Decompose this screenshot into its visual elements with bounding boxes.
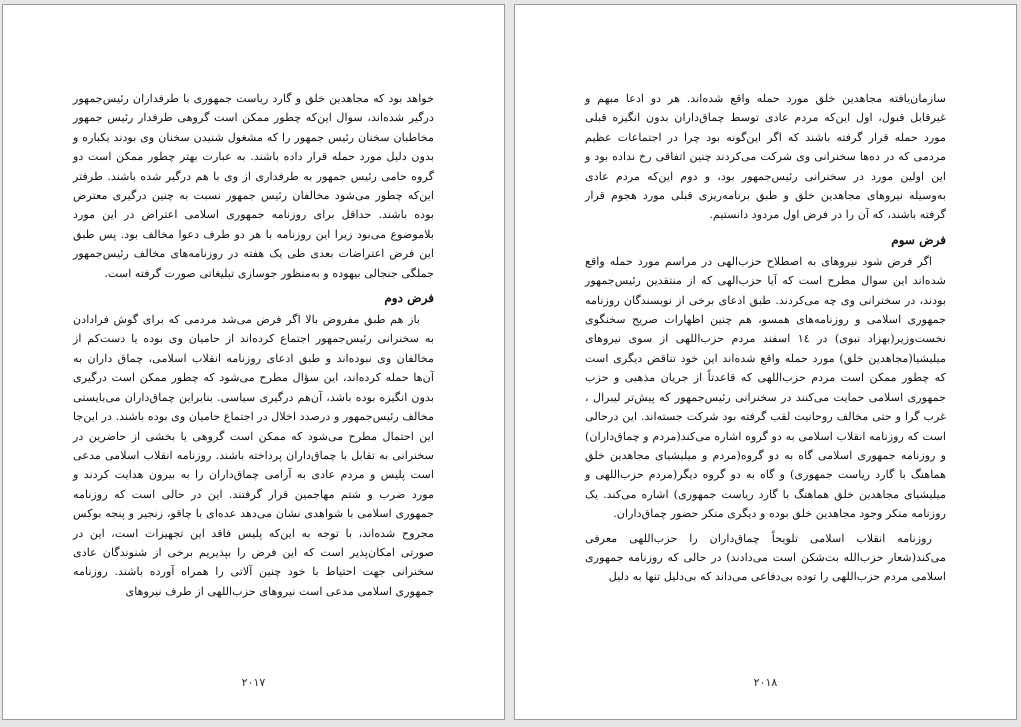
page-right (514, 4, 1017, 720)
paragraph: اگر فرض شود نیروهای به اصطلاح حزب‌الهی در مراسم مورد حمله واقع شده‌اند این سوال مطرح است که آیا حزب‌الهی که از منتقدین رئیس‌جمهور بودند، در سخنرانی وی چه می‌کردند. طبق ادعای برخی از نویسندگان روزنامه جمهوری اسلامی و روزنامه‌های همسو، هم چنین اظهارات صریح سخنگوی نخست‌وزیر(بهزاد نبوی) در ١٤ اسفند مردم حزب‌اللهی از سوی نیروهای میلیشیا(مجاهدین خلق) مورد حمله واقع شده‌اند این خود تناقض دیگری است که چطور ممکن است مردم حزب‌اللهی که قاعدتاً از جریان مذهبی و حزب جمهوری اسلامی حمایت می‌کنند در سخنرانی رئیس‌جمهور که پیش‌تر لیبرال ، غرب گرا و حتی مخالف روحانیت لقب گرفته بود شرکت جسته‌اند. این درحالی است که روزنامه انقلاب اسلامی به دو گروه اشاره می‌کند(مردم و چماق‌داران) و روزنامه جمهوری اسلامی گاه به دو گروه(مردم و میلیشیای مجاهدین خلق هماهنگ با گارد ریاست جمهوری) و گاه به دو گروه دیگر(مردم حزب‌اللهی و میلیشیای مجاهدین خلق هماهنگ با گارد ریاست جمهوری) اشاره می‌کند. یک روزنامه منکر وجود مجاهدین خلق بوده و دیگری منکر حضور چماق‌داران. (585, 254, 946, 521)
section-heading: فرض سوم (891, 232, 946, 247)
page-number: ۲۰۱۸ (753, 676, 778, 689)
paragraph: روزنامه انقلاب اسلامی تلویحاً چماق‌داران را حزب‌اللهی معرفی می‌کند(شعار حزب‌الله بت‌شکن است می‌دادند) در حالی که روزنامه جمهوری اسلامی مردم حزب‌اللهی را توده بی‌دفاعی می‌داند که بی‌دلیل تنها به دلیل (585, 531, 946, 584)
section-heading: فرض دوم (384, 291, 434, 306)
paragraph: خواهد بود که مجاهدین خلق و گارد ریاست جمهوری با طرفداران رئیس‌جمهور درگیر شده‌اند، سوال این‌که چطور ممکن است گروهی طرفدار رئیس جمهور مخاطبان سخنان رئیس جمهور را که مشغول شنیدن سخنان وی بودند یکباره و بدون دلیل مورد حمله قرار داده باشند. به عبارت بهتر چطور ممکن است دو گروه حامی رئیس جمهور به طرفداری از وی با هم درگیر شده باشند. طرفتر این‌که چطور می‌شود مخالفان رئیس جمهور نسبت به چنین درگیری معترض بوده باشند. حداقل برای روزنامه جمهوری اسلامی اعتراض در این مورد بلاموضوع می‌بود زیرا این روزنامه با هر دو طرف دعوا مخالف بود. پس طبق این فرض اعتراضات بعدی طی یک هفته در روزنامه‌های مخالف رئیس‌جمهور جملگی جنجالی بیهوده و به‌منظور جوسازی تبلیغاتی صورت گرفته است. (73, 92, 434, 280)
page-number: ۲۰۱۷ (241, 676, 266, 689)
page-left-text (73, 89, 434, 659)
paragraph: باز هم طبق مفروض بالا اگر فرض می‌شد مردمی که برای گوش فرادادن به سخنرانی رئیس‌جمهور اجتماع کرده‌اند از حامیان وی بوده یا دست‌کم از مخالفان وی نبوده‌اند و طبق ادعای روزنامه انقلاب اسلامی، چماق داران به آن‌ها حمله کرده‌اند، این سؤال مطرح می‌شود که چطور ممکن است درگیری بدون انگیزه بوده باشد، آن‌هم درگیری سیاسی. بنابراین چماق‌داران می‌بایستی مخالف رئیس‌جمهور و درصدد اخلال در اجتماع حامیان وی بوده باشند. در این‌جا این احتمال مطرح می‌شود که ممکن است گروهی یا بخشی از حاضرین در سخنرانی به تقابل با چماق‌داران پرداخته باشند. روزنامه انقلاب اسلامی مدعی است پلیس و مردم عادی به آرامی چماق‌داران را به بیرون هدایت کردند و مورد ضرب و شتم مهاجمین قرار گرفتند. این در حالی است که روزنامه جمهوری اسلامی با شواهدی نشان می‌دهد عده‌ای با چاقو، زنجیر و پنجه بوکس مجروح شده‌اند، با توجه به این‌که پلیس فاقد این تجهیزات است، این در صورتی امکان‌پذیر است که این فرض را بپذیریم برخی از شنوندگان عادی سخنرانی جهت احتیاط با خود چنین آلاتی را همراه آورده باشند. روزنامه جمهوری اسلامی مدعی است نیروهای حزب‌اللهی از طرف نیروهای (73, 313, 434, 598)
page-left (2, 4, 505, 720)
paragraph: سازمان‌یافته مجاهدین خلق مورد حمله واقع شده‌اند. هر دو ادعا مبهم و غیرقابل قبول، اول این‌که مردم عادی توسط چماق‌داران بدون انگیزه قبلی مورد حمله قرار گرفته باشند که اگر این‌گونه بود چرا در اجتماعات عظیم مردمی که در ده‌ها سخنرانی وی شرکت می‌کردند چنین اتفاقی رخ نداده بود و این اولین مورد در سخنرانی رئیس‌جمهور بود، و دوم این‌که مردم عادی به‌وسیله نیروهای مجاهدین خلق و طبق برنامه‌ریزی قبلی مورد هجوم قرار گرفته باشند، که آن را در فرض اول مردود دانستیم. (585, 92, 946, 222)
page-right-text (585, 89, 946, 659)
